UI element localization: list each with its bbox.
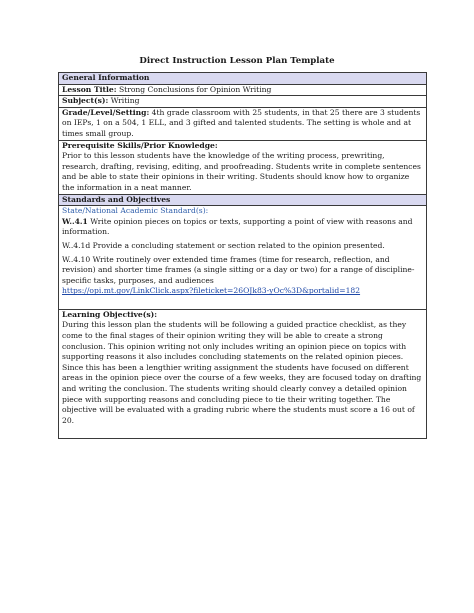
general-information-header: General Information	[59, 73, 426, 85]
standard-code: W..4.1	[62, 216, 88, 226]
grade-label: Grade/Level/Setting:	[62, 107, 150, 117]
prerequisite-row	[59, 141, 426, 195]
standard-text: Write routinely over extended time frames (time for research, reflection, and revision) and shorter time frames (a single sitting or a day or two) for a range of discipline-specific tasks, purposes, and audiences	[62, 254, 415, 285]
subjects-label: Subject(s):	[62, 96, 109, 106]
standard-item: W..4.1d Provide a concluding statement or section related to the opinion presented.	[62, 240, 385, 250]
learning-objectives-label: Learning Objective(s):	[62, 309, 157, 319]
standards-objectives-header: Standards and Objectives	[59, 195, 426, 207]
lesson-plan-table	[58, 72, 427, 439]
standards-link[interactable]: https://opi.mt.gov/LinkClick.aspx?fileticket=26OJk83-yOc%3D&portalid=182	[62, 286, 361, 296]
prerequisite-value: Prior to this lesson students have the knowledge of the writing process, prewriting, research, drafting, revising, editing, and proofreading. Students write in complete sentences and be able to state their opinions in their writing. Students should know how to organize the information in a neat manner.	[62, 151, 421, 192]
standards-row	[59, 206, 426, 310]
standards-sublabel: State/National Academic Standard(s):	[62, 206, 209, 216]
lesson-title-value: Strong Conclusions for Opinion Writing	[118, 84, 272, 94]
grade-level-row	[59, 108, 426, 141]
standard-code: W..4.10	[62, 254, 91, 264]
standard-text: Write opinion pieces on topics or texts, supporting a point of view with reasons and information.	[62, 216, 413, 237]
subjects-value: Writing	[110, 96, 140, 106]
standard-item	[62, 255, 423, 287]
lesson-title-label: Lesson Title:	[62, 84, 117, 94]
learning-objectives-row	[59, 310, 426, 439]
learning-objectives-text: During this lesson plan the students will be following a guided practice checklist, as they come to the final stages of their opinion writing they will be able to create a strong conclusion. This opinion writing not only includes writing an opinion piece on topics with supporting reasons it also includes concluding statements on the related opinion pieces. Since this has been a lengthier writing assignment the students have focused on different areas in the opinion piece over the course of a few weeks, they are focused today on drafting and writing the conclusion. The students writing should clearly convey a detailed opinion piece with supporting reasons and concluding piece to tie their writing together. The objective will be evaluated with a grading rubric where the students must score a 16 out of 20.	[62, 320, 422, 425]
grade-value: 4th grade classroom with 25 students, in that 25 there are 3 students on IEPs, 1 on a 504, 1 ELL, and 3 gifted and talented students. The setting is whole and at times small group.	[62, 107, 421, 138]
document-title: Direct Instruction Lesson Plan Template	[139, 56, 335, 66]
standard-item	[62, 217, 423, 238]
lesson-title-row	[59, 85, 426, 97]
prerequisite-label: Prerequisite Skills/Prior Knowledge:	[62, 140, 218, 150]
subjects-row	[59, 96, 426, 108]
